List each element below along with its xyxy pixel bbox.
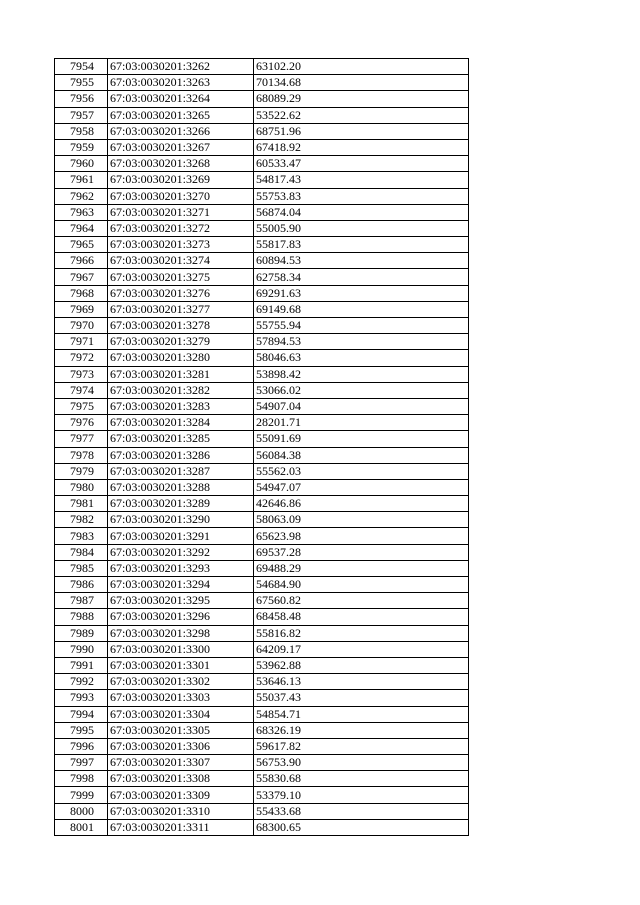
- cadastral-number: 67:03:0030201:3280: [108, 350, 254, 366]
- table-row: [55, 318, 469, 334]
- cadastral-value: 53379.10: [254, 787, 469, 803]
- cadastral-number: 67:03:0030201:3271: [108, 204, 254, 220]
- row-number: 7985: [55, 560, 108, 576]
- cadastral-value: 63102.20: [254, 59, 469, 75]
- table-row: [55, 269, 469, 285]
- row-number: 7957: [55, 107, 108, 123]
- table-row: [55, 382, 469, 398]
- cadastral-number: 67:03:0030201:3274: [108, 253, 254, 269]
- cadastral-number: 67:03:0030201:3269: [108, 172, 254, 188]
- cadastral-number: 67:03:0030201:3266: [108, 123, 254, 139]
- cadastral-value: 60533.47: [254, 156, 469, 172]
- cadastral-number: 67:03:0030201:3310: [108, 803, 254, 819]
- cadastral-number: 67:03:0030201:3311: [108, 819, 254, 835]
- row-number: 7986: [55, 577, 108, 593]
- cadastral-value: 60894.53: [254, 253, 469, 269]
- row-number: 7963: [55, 204, 108, 220]
- table-row: [55, 625, 469, 641]
- table-row: [55, 415, 469, 431]
- cadastral-number: 67:03:0030201:3268: [108, 156, 254, 172]
- cadastral-value: 68300.65: [254, 819, 469, 835]
- cadastral-number: 67:03:0030201:3305: [108, 722, 254, 738]
- row-number: 7966: [55, 253, 108, 269]
- table-row: [55, 220, 469, 236]
- table-row: [55, 690, 469, 706]
- row-number: 7964: [55, 220, 108, 236]
- row-number: 7968: [55, 285, 108, 301]
- cadastral-number: 67:03:0030201:3278: [108, 318, 254, 334]
- cadastral-value: 62758.34: [254, 269, 469, 285]
- row-number: 7962: [55, 188, 108, 204]
- row-number: 7958: [55, 123, 108, 139]
- row-number: 7973: [55, 366, 108, 382]
- cadastral-number: 67:03:0030201:3273: [108, 237, 254, 253]
- row-number: 7975: [55, 398, 108, 414]
- cadastral-value: 55755.94: [254, 318, 469, 334]
- cadastral-number: 67:03:0030201:3296: [108, 609, 254, 625]
- table-row: [55, 819, 469, 835]
- cadastral-number: 67:03:0030201:3306: [108, 738, 254, 754]
- cadastral-number: 67:03:0030201:3265: [108, 107, 254, 123]
- cadastral-value: 70134.68: [254, 75, 469, 91]
- cadastral-value: 55816.82: [254, 625, 469, 641]
- row-number: 8000: [55, 803, 108, 819]
- row-number: 7955: [55, 75, 108, 91]
- table-row: [55, 350, 469, 366]
- cadastral-value: 69149.68: [254, 301, 469, 317]
- cadastral-value: 69537.28: [254, 544, 469, 560]
- cadastral-number: 67:03:0030201:3262: [108, 59, 254, 75]
- table-row: [55, 91, 469, 107]
- row-number: 7972: [55, 350, 108, 366]
- cadastral-number: 67:03:0030201:3276: [108, 285, 254, 301]
- cadastral-number: 67:03:0030201:3301: [108, 657, 254, 673]
- cadastral-number: 67:03:0030201:3302: [108, 674, 254, 690]
- row-number: 7987: [55, 593, 108, 609]
- cadastral-value: 53646.13: [254, 674, 469, 690]
- row-number: 7965: [55, 237, 108, 253]
- cadastral-value: 68089.29: [254, 91, 469, 107]
- cadastral-number: 67:03:0030201:3289: [108, 496, 254, 512]
- table-row: [55, 641, 469, 657]
- cadastral-number: 67:03:0030201:3285: [108, 431, 254, 447]
- table-row: [55, 237, 469, 253]
- table-row: [55, 560, 469, 576]
- table-row: [55, 674, 469, 690]
- table-row: [55, 107, 469, 123]
- table-row: [55, 188, 469, 204]
- table-row: [55, 528, 469, 544]
- row-number: 7980: [55, 479, 108, 495]
- cadastral-value: 54947.07: [254, 479, 469, 495]
- cadastral-value: 68326.19: [254, 722, 469, 738]
- row-number: 7956: [55, 91, 108, 107]
- cadastral-number: 67:03:0030201:3287: [108, 463, 254, 479]
- row-number: 7979: [55, 463, 108, 479]
- table-row: [55, 577, 469, 593]
- cadastral-number: 67:03:0030201:3279: [108, 334, 254, 350]
- row-number: 8001: [55, 819, 108, 835]
- cadastral-value: 53522.62: [254, 107, 469, 123]
- table-row: [55, 722, 469, 738]
- row-number: 7996: [55, 738, 108, 754]
- table-row: [55, 609, 469, 625]
- cadastral-number: 67:03:0030201:3308: [108, 771, 254, 787]
- cadastral-value: 64209.17: [254, 641, 469, 657]
- cadastral-number: 67:03:0030201:3295: [108, 593, 254, 609]
- cadastral-value: 56084.38: [254, 447, 469, 463]
- cadastral-value: 54854.71: [254, 706, 469, 722]
- row-number: 7971: [55, 334, 108, 350]
- cadastral-number: 67:03:0030201:3304: [108, 706, 254, 722]
- cadastral-value: 53898.42: [254, 366, 469, 382]
- cadastral-number: 67:03:0030201:3264: [108, 91, 254, 107]
- cadastral-number: 67:03:0030201:3270: [108, 188, 254, 204]
- table-row: [55, 172, 469, 188]
- cadastral-value: 54817.43: [254, 172, 469, 188]
- cadastral-value: 55091.69: [254, 431, 469, 447]
- table-row: [55, 755, 469, 771]
- row-number: 7994: [55, 706, 108, 722]
- cadastral-value: 68458.48: [254, 609, 469, 625]
- table-row: [55, 334, 469, 350]
- cadastral-value: 58063.09: [254, 512, 469, 528]
- table-row: [55, 447, 469, 463]
- cadastral-number: 67:03:0030201:3272: [108, 220, 254, 236]
- table-row: [55, 75, 469, 91]
- cadastral-value: 58046.63: [254, 350, 469, 366]
- cadastral-number: 67:03:0030201:3303: [108, 690, 254, 706]
- row-number: 7993: [55, 690, 108, 706]
- cadastral-value: 67560.82: [254, 593, 469, 609]
- table-row: [55, 253, 469, 269]
- row-number: 7988: [55, 609, 108, 625]
- table-row: [55, 204, 469, 220]
- row-number: 7991: [55, 657, 108, 673]
- cadastral-value: 55005.90: [254, 220, 469, 236]
- table-row: [55, 398, 469, 414]
- cadastral-number: 67:03:0030201:3277: [108, 301, 254, 317]
- table-row: [55, 156, 469, 172]
- table-row: [55, 803, 469, 819]
- row-number: 7954: [55, 59, 108, 75]
- table-row: [55, 771, 469, 787]
- cadastral-number: 67:03:0030201:3290: [108, 512, 254, 528]
- cadastral-number: 67:03:0030201:3267: [108, 139, 254, 155]
- row-number: 7969: [55, 301, 108, 317]
- cadastral-value: 59617.82: [254, 738, 469, 754]
- table-row: [55, 512, 469, 528]
- cadastral-value: 54907.04: [254, 398, 469, 414]
- cadastral-value: 65623.98: [254, 528, 469, 544]
- row-number: 7998: [55, 771, 108, 787]
- cadastral-number: 67:03:0030201:3283: [108, 398, 254, 414]
- cadastral-value: 55753.83: [254, 188, 469, 204]
- table-row: [55, 706, 469, 722]
- row-number: 7970: [55, 318, 108, 334]
- cadastral-value: 68751.96: [254, 123, 469, 139]
- cadastral-number: 67:03:0030201:3307: [108, 755, 254, 771]
- table-row: [55, 431, 469, 447]
- table-row: [55, 787, 469, 803]
- row-number: 7977: [55, 431, 108, 447]
- cadastral-value-table: [54, 58, 469, 836]
- table-row: [55, 301, 469, 317]
- cadastral-number: 67:03:0030201:3309: [108, 787, 254, 803]
- row-number: 7982: [55, 512, 108, 528]
- cadastral-value: 56753.90: [254, 755, 469, 771]
- row-number: 7992: [55, 674, 108, 690]
- cadastral-value: 55830.68: [254, 771, 469, 787]
- row-number: 7995: [55, 722, 108, 738]
- row-number: 7981: [55, 496, 108, 512]
- table-row: [55, 593, 469, 609]
- row-number: 7989: [55, 625, 108, 641]
- cadastral-value: 57894.53: [254, 334, 469, 350]
- cadastral-number: 67:03:0030201:3292: [108, 544, 254, 560]
- row-number: 7960: [55, 156, 108, 172]
- cadastral-number: 67:03:0030201:3263: [108, 75, 254, 91]
- table-row: [55, 366, 469, 382]
- row-number: 7976: [55, 415, 108, 431]
- table-row: [55, 139, 469, 155]
- cadastral-value: 55433.68: [254, 803, 469, 819]
- cadastral-number: 67:03:0030201:3284: [108, 415, 254, 431]
- cadastral-value: 69291.63: [254, 285, 469, 301]
- table-row: [55, 496, 469, 512]
- cadastral-value: 69488.29: [254, 560, 469, 576]
- cadastral-value: 55037.43: [254, 690, 469, 706]
- cadastral-value: 55562.03: [254, 463, 469, 479]
- row-number: 7984: [55, 544, 108, 560]
- cadastral-number: 67:03:0030201:3288: [108, 479, 254, 495]
- cadastral-number: 67:03:0030201:3281: [108, 366, 254, 382]
- cadastral-value: 53066.02: [254, 382, 469, 398]
- row-number: 7999: [55, 787, 108, 803]
- cadastral-value: 54684.90: [254, 577, 469, 593]
- cadastral-value: 55817.83: [254, 237, 469, 253]
- cadastral-number: 67:03:0030201:3286: [108, 447, 254, 463]
- cadastral-value: 67418.92: [254, 139, 469, 155]
- table-row: [55, 738, 469, 754]
- table-row: [55, 463, 469, 479]
- row-number: 7978: [55, 447, 108, 463]
- cadastral-number: 67:03:0030201:3291: [108, 528, 254, 544]
- row-number: 7990: [55, 641, 108, 657]
- cadastral-value: 56874.04: [254, 204, 469, 220]
- row-number: 7983: [55, 528, 108, 544]
- row-number: 7974: [55, 382, 108, 398]
- table-row: [55, 59, 469, 75]
- table-row: [55, 123, 469, 139]
- row-number: 7959: [55, 139, 108, 155]
- table-row: [55, 544, 469, 560]
- row-number: 7961: [55, 172, 108, 188]
- cadastral-number: 67:03:0030201:3300: [108, 641, 254, 657]
- cadastral-value: 53962.88: [254, 657, 469, 673]
- table-row: [55, 657, 469, 673]
- table-row: [55, 479, 469, 495]
- row-number: 7997: [55, 755, 108, 771]
- row-number: 7967: [55, 269, 108, 285]
- cadastral-value: 28201.71: [254, 415, 469, 431]
- table-body: [55, 59, 469, 836]
- cadastral-number: 67:03:0030201:3293: [108, 560, 254, 576]
- cadastral-number: 67:03:0030201:3294: [108, 577, 254, 593]
- cadastral-number: 67:03:0030201:3275: [108, 269, 254, 285]
- cadastral-number: 67:03:0030201:3282: [108, 382, 254, 398]
- cadastral-value: 42646.86: [254, 496, 469, 512]
- cadastral-number: 67:03:0030201:3298: [108, 625, 254, 641]
- table-row: [55, 285, 469, 301]
